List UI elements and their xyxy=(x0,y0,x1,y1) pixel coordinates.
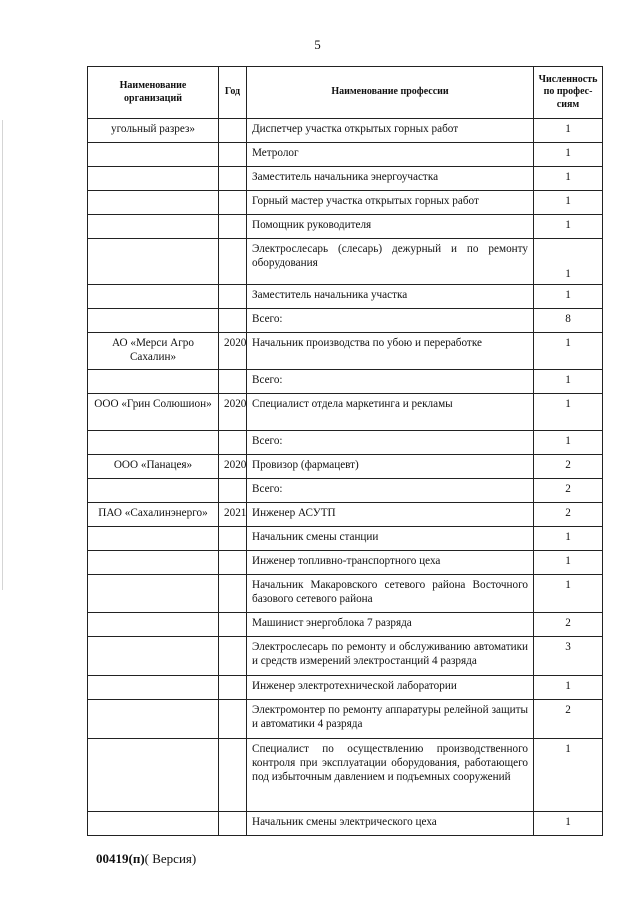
profession-cell: Электромонтер по ремонту аппаратуры релейной защиты и автоматики 4 разряда xyxy=(247,700,534,739)
profession-cell: Провизор (фармацевт) xyxy=(247,455,534,479)
org-cell xyxy=(88,527,219,551)
count-cell: 2 xyxy=(534,700,603,739)
document-code-bold: 00419(п) xyxy=(96,851,145,866)
org-cell xyxy=(88,309,219,333)
year-cell xyxy=(219,239,247,285)
profession-cell: Начальник Макаровского сетевого района Восточного базового сетевого района xyxy=(247,575,534,613)
org-cell xyxy=(88,285,219,309)
year-cell xyxy=(219,215,247,239)
table-row xyxy=(88,119,603,143)
org-cell xyxy=(88,700,219,739)
count-cell: 1 xyxy=(534,739,603,812)
table-row xyxy=(88,239,603,285)
year-cell: 2021 xyxy=(219,503,247,527)
count-cell: 1 xyxy=(534,285,603,309)
year-cell xyxy=(219,191,247,215)
profession-cell: Всего: xyxy=(247,309,534,333)
header-org: Наименование организаций xyxy=(88,67,219,119)
year-cell xyxy=(219,551,247,575)
year-cell: 2020 xyxy=(219,333,247,370)
org-cell xyxy=(88,191,219,215)
year-cell xyxy=(219,309,247,333)
year-cell xyxy=(219,637,247,676)
count-cell: 1 xyxy=(534,431,603,455)
header-profession: Наименование профессии xyxy=(247,67,534,119)
profession-cell: Метролог xyxy=(247,143,534,167)
org-cell: угольный разрез» xyxy=(88,119,219,143)
year-cell xyxy=(219,479,247,503)
table-row xyxy=(88,503,603,527)
profession-cell: Инженер АСУТП xyxy=(247,503,534,527)
org-cell xyxy=(88,143,219,167)
table-row xyxy=(88,812,603,836)
count-cell: 1 xyxy=(534,812,603,836)
table-row xyxy=(88,527,603,551)
table-row xyxy=(88,700,603,739)
count-cell: 1 xyxy=(534,119,603,143)
org-cell xyxy=(88,551,219,575)
profession-cell: Помощник руководителя xyxy=(247,215,534,239)
table-row xyxy=(88,285,603,309)
count-cell: 1 xyxy=(534,333,603,370)
table-row xyxy=(88,215,603,239)
count-cell: 1 xyxy=(534,676,603,700)
org-cell xyxy=(88,370,219,394)
org-cell: ООО «Грин Солюшион» xyxy=(88,394,219,431)
year-cell xyxy=(219,575,247,613)
profession-cell: Инженер электротехнической лаборатории xyxy=(247,676,534,700)
profession-cell: Всего: xyxy=(247,431,534,455)
table-row xyxy=(88,333,603,370)
table-row xyxy=(88,431,603,455)
table-row xyxy=(88,551,603,575)
document-code xyxy=(96,851,196,867)
count-cell: 2 xyxy=(534,455,603,479)
count-cell: 1 xyxy=(534,239,603,285)
count-cell: 2 xyxy=(534,479,603,503)
count-cell: 1 xyxy=(534,167,603,191)
table-row xyxy=(88,394,603,431)
count-cell: 1 xyxy=(534,575,603,613)
org-cell xyxy=(88,613,219,637)
table-header-row xyxy=(88,67,603,119)
org-cell: ПАО «Сахалинэнерго» xyxy=(88,503,219,527)
profession-cell: Электрослесарь по ремонту и обслуживанию автоматики и средств измерений электростанций 4 разряда xyxy=(247,637,534,676)
org-cell xyxy=(88,215,219,239)
profession-cell: Специалист отдела маркетинга и рекламы xyxy=(247,394,534,431)
table-row xyxy=(88,370,603,394)
year-cell xyxy=(219,167,247,191)
year-cell xyxy=(219,527,247,551)
professions-table xyxy=(87,66,603,836)
profession-cell: Машинист энергоблока 7 разряда xyxy=(247,613,534,637)
year-cell: 2020 xyxy=(219,394,247,431)
profession-cell: Всего: xyxy=(247,479,534,503)
year-cell xyxy=(219,370,247,394)
table-row xyxy=(88,575,603,613)
count-cell: 1 xyxy=(534,527,603,551)
count-cell: 3 xyxy=(534,637,603,676)
profession-cell: Начальник смены электрического цеха xyxy=(247,812,534,836)
header-count: Численность по профес-сиям xyxy=(534,67,603,119)
profession-cell: Начальник производства по убою и переработке xyxy=(247,333,534,370)
profession-cell: Всего: xyxy=(247,370,534,394)
org-cell xyxy=(88,739,219,812)
org-cell xyxy=(88,479,219,503)
profession-cell: Заместитель начальника энергоучастка xyxy=(247,167,534,191)
profession-cell: Начальник смены станции xyxy=(247,527,534,551)
org-cell xyxy=(88,637,219,676)
org-cell xyxy=(88,167,219,191)
year-cell xyxy=(219,119,247,143)
year-cell xyxy=(219,143,247,167)
count-cell: 1 xyxy=(534,191,603,215)
table-row xyxy=(88,167,603,191)
year-cell xyxy=(219,812,247,836)
year-cell xyxy=(219,613,247,637)
count-cell: 2 xyxy=(534,613,603,637)
year-cell xyxy=(219,431,247,455)
org-cell xyxy=(88,431,219,455)
year-cell xyxy=(219,676,247,700)
count-cell: 1 xyxy=(534,551,603,575)
profession-cell: Заместитель начальника участка xyxy=(247,285,534,309)
profession-cell: Электрослесарь (слесарь) дежурный и по ремонту оборудования xyxy=(247,239,534,285)
count-cell: 1 xyxy=(534,394,603,431)
org-cell xyxy=(88,812,219,836)
table-row xyxy=(88,676,603,700)
profession-cell: Специалист по осуществлению производственного контроля при эксплуатации оборудования, работающего под избыточным давлением и подъемных сооружений xyxy=(247,739,534,812)
org-cell xyxy=(88,676,219,700)
document-code-rest: ( Версия) xyxy=(144,851,197,866)
table-row xyxy=(88,309,603,333)
year-cell xyxy=(219,739,247,812)
page-number: 5 xyxy=(314,37,321,52)
profession-cell: Инженер топливно-транспортного цеха xyxy=(247,551,534,575)
table-row xyxy=(88,455,603,479)
table-row xyxy=(88,613,603,637)
org-cell xyxy=(88,575,219,613)
org-cell: ООО «Панацея» xyxy=(88,455,219,479)
count-cell: 8 xyxy=(534,309,603,333)
year-cell: 2020 xyxy=(219,455,247,479)
count-cell: 1 xyxy=(534,215,603,239)
table-row xyxy=(88,739,603,812)
count-cell: 1 xyxy=(534,370,603,394)
header-year: Год xyxy=(219,67,247,119)
count-cell: 2 xyxy=(534,503,603,527)
org-cell: АО «Мерси Агро Сахалин» xyxy=(88,333,219,370)
year-cell xyxy=(219,700,247,739)
table-row xyxy=(88,191,603,215)
table-row xyxy=(88,143,603,167)
year-cell xyxy=(219,285,247,309)
profession-cell: Горный мастер участка открытых горных работ xyxy=(247,191,534,215)
org-cell xyxy=(88,239,219,285)
table-row xyxy=(88,637,603,676)
profession-cell: Диспетчер участка открытых горных работ xyxy=(247,119,534,143)
scan-artifact-mark xyxy=(2,120,3,590)
table-row xyxy=(88,479,603,503)
count-cell: 1 xyxy=(534,143,603,167)
